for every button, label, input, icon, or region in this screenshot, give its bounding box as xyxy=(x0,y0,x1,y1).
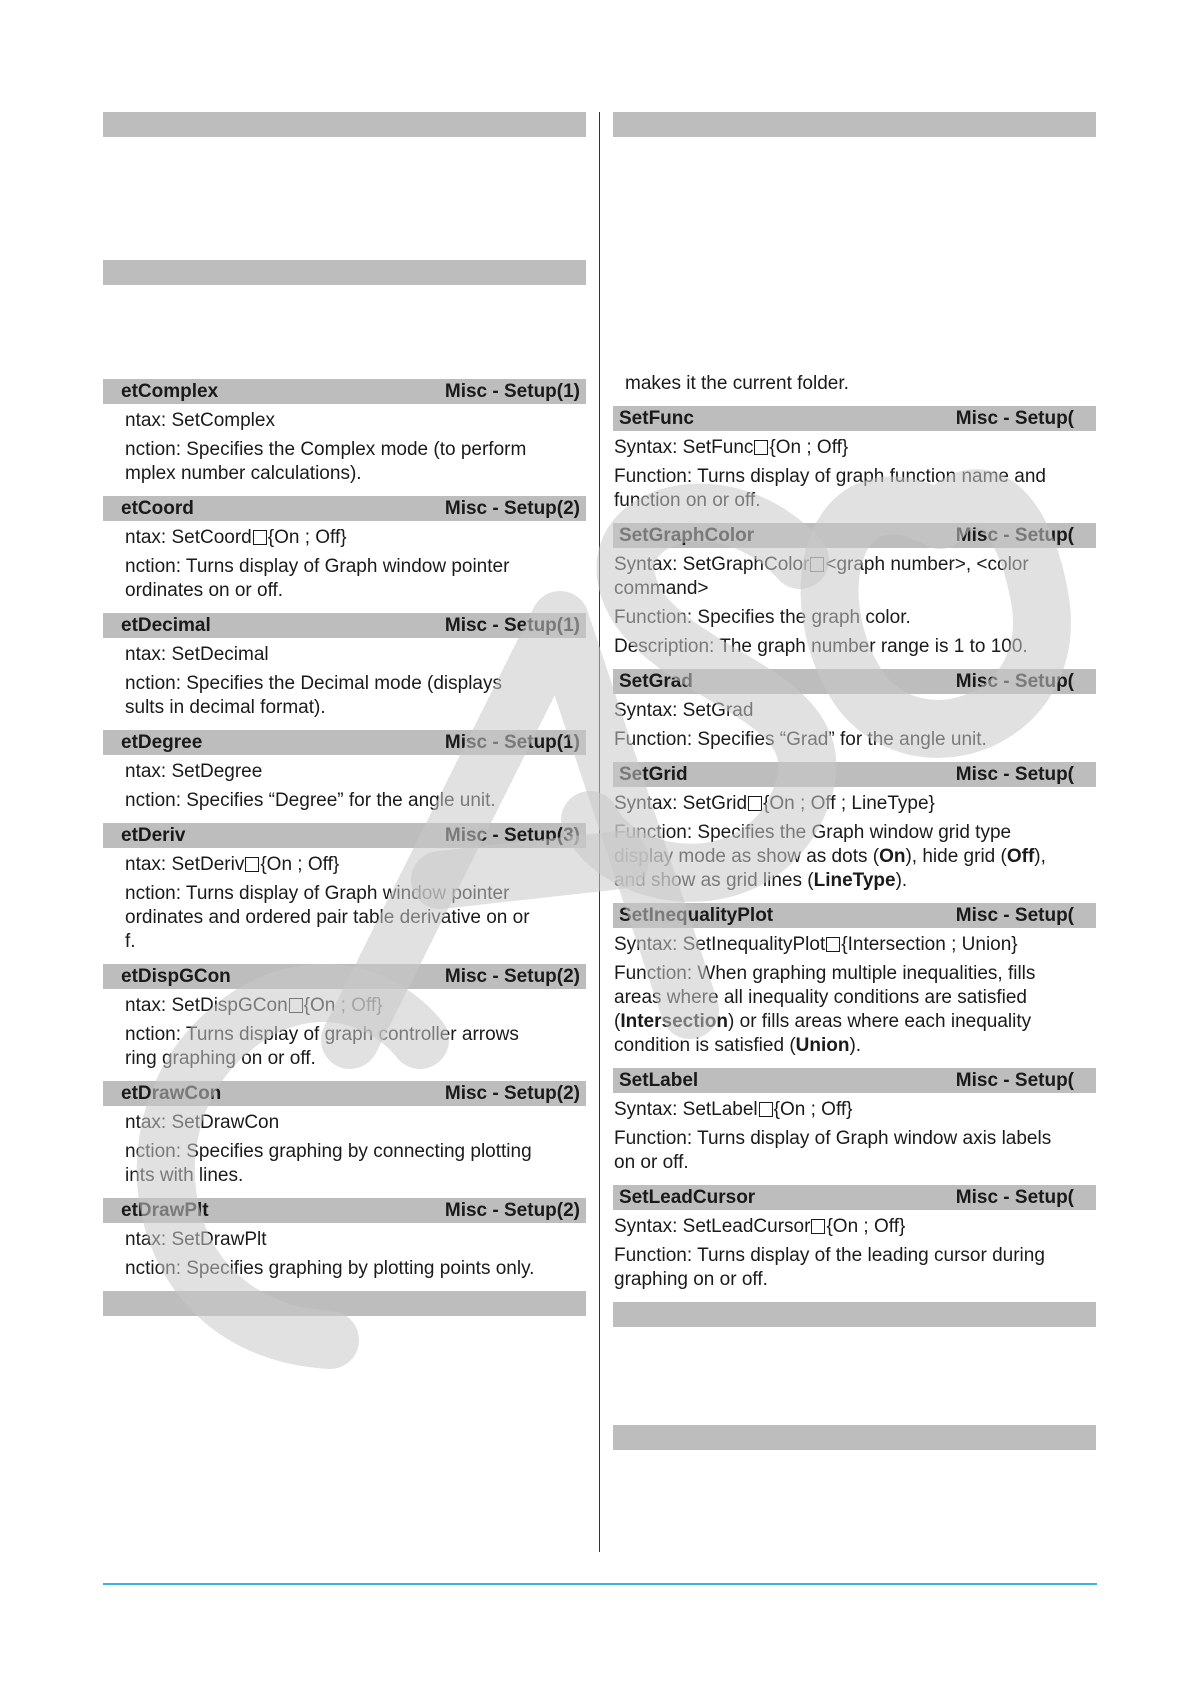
command-name: etDrawCon xyxy=(121,1083,222,1104)
command-header xyxy=(613,1068,1096,1093)
description-line xyxy=(613,1215,1096,1239)
command-entry xyxy=(613,1185,1096,1292)
text-run: ntax: SetDecimal xyxy=(125,644,269,665)
text-run: {On ; Off} xyxy=(260,854,340,875)
description-line xyxy=(613,869,1096,893)
right-column xyxy=(613,112,1096,1450)
command-category: Misc - Setup( xyxy=(955,764,1074,785)
description-line xyxy=(103,1164,586,1188)
text-run: ntax: SetCoord xyxy=(125,527,252,548)
text-run: nction: Turns display of Graph window pointer xyxy=(125,883,510,904)
description-line xyxy=(613,489,1096,513)
text-run: nction: Specifies the Complex mode (to perform xyxy=(125,439,527,460)
text-run: condition is satisfied ( xyxy=(614,1035,796,1056)
text-run: Syntax: SetInequalityPlot xyxy=(614,934,826,955)
command-header xyxy=(613,406,1096,431)
command-entry xyxy=(103,964,586,1071)
command-category: Misc - Setup( xyxy=(955,905,1074,926)
space-symbol-icon xyxy=(245,857,259,872)
command-name: etDrawPlt xyxy=(121,1200,209,1221)
command-entry xyxy=(613,406,1096,513)
text-run: nction: Turns display of graph controller arrows xyxy=(125,1024,519,1045)
command-category: Misc - Setup(2) xyxy=(444,498,580,519)
description-line xyxy=(613,606,1096,630)
command-category: Misc - Setup( xyxy=(955,525,1074,546)
description-line xyxy=(103,760,586,784)
command-name: etDegree xyxy=(121,732,203,753)
description-line xyxy=(103,696,586,720)
text-run: ordinates on or off. xyxy=(125,580,284,601)
empty-header-bar xyxy=(613,1302,1096,1327)
text-run: nction: Specifies “Degree” for the angle unit. xyxy=(125,790,496,811)
empty-header-bar xyxy=(613,1425,1096,1450)
text-run: Function: When graphing multiple inequalities, fills xyxy=(614,963,1036,984)
command-name: SetLabel xyxy=(619,1070,699,1091)
command-entry xyxy=(613,1068,1096,1175)
command-entry xyxy=(103,613,586,720)
text-run: nction: Turns display of Graph window pointer xyxy=(125,556,510,577)
text-run: nction: Specifies graphing by plotting points only. xyxy=(125,1258,535,1279)
space-symbol-icon xyxy=(810,557,824,572)
text-run: Syntax: SetLabel xyxy=(614,1099,758,1120)
command-header xyxy=(103,613,586,638)
description-line xyxy=(103,1140,586,1164)
command-name: etDispGCon xyxy=(121,966,231,987)
space-symbol-icon xyxy=(826,937,840,952)
description-line xyxy=(613,792,1096,816)
command-header xyxy=(613,1185,1096,1210)
command-name: SetLeadCursor xyxy=(619,1187,756,1208)
description-line xyxy=(613,436,1096,460)
space-symbol-icon xyxy=(748,796,762,811)
text-run: ordinates and ordered pair table derivative on or xyxy=(125,907,530,928)
command-entry xyxy=(613,903,1096,1058)
command-entry xyxy=(103,730,586,813)
description-line xyxy=(613,1098,1096,1122)
command-category: Misc - Setup( xyxy=(955,671,1074,692)
command-name: SetInequalityPlot xyxy=(619,905,774,926)
text-run: ints with lines. xyxy=(125,1165,244,1186)
description-line xyxy=(613,635,1096,659)
description-line xyxy=(613,1010,1096,1034)
description-line xyxy=(613,962,1096,986)
description-line xyxy=(103,994,586,1018)
text-run: nction: Specifies the Decimal mode (displays xyxy=(125,673,503,694)
description-line xyxy=(613,986,1096,1010)
description-line xyxy=(103,1228,586,1252)
empty-header-bar xyxy=(613,112,1096,137)
command-name: etComplex xyxy=(121,381,219,402)
text-run: <graph number>, <color xyxy=(825,554,1029,575)
bold-term: On xyxy=(879,846,906,867)
command-category: Misc - Setup( xyxy=(955,1070,1074,1091)
command-header xyxy=(103,964,586,989)
command-category: Misc - Setup(1) xyxy=(444,615,580,636)
text-run: ), xyxy=(1034,846,1046,867)
text-run: function on or off. xyxy=(614,490,761,511)
description-line xyxy=(613,845,1096,869)
description-line xyxy=(613,699,1096,723)
text-run: ). xyxy=(895,870,908,891)
command-header xyxy=(613,903,1096,928)
text-run: ntax: SetComplex xyxy=(125,410,275,431)
text-run: {On ; Off} xyxy=(303,995,383,1016)
command-header xyxy=(103,730,586,755)
command-name: SetFunc xyxy=(619,408,694,429)
command-category: Misc - Setup(3) xyxy=(444,825,580,846)
text-run: f. xyxy=(125,931,136,952)
bold-term: Off xyxy=(1006,846,1035,867)
text-run: {On ; Off} xyxy=(826,1216,906,1237)
command-category: Misc - Setup(2) xyxy=(444,1083,580,1104)
command-category: Misc - Setup(1) xyxy=(444,381,580,402)
command-header xyxy=(103,1081,586,1106)
command-entry xyxy=(103,1081,586,1188)
command-name: SetGrid xyxy=(619,764,688,785)
description-line xyxy=(613,821,1096,845)
description-line xyxy=(613,577,1096,601)
description-line xyxy=(103,462,586,486)
command-header xyxy=(103,379,586,404)
text-run: ntax: SetDrawPlt xyxy=(125,1229,267,1250)
command-entry xyxy=(613,762,1096,893)
command-header xyxy=(613,669,1096,694)
description-line xyxy=(613,465,1096,489)
command-category: Misc - Setup(2) xyxy=(444,1200,580,1221)
text-run: Function: Specifies the Graph window grid type xyxy=(614,822,1012,843)
text-run: Syntax: SetGrad xyxy=(614,700,754,721)
text-run: display mode as show as dots ( xyxy=(614,846,880,867)
text-run: ) or fills areas where each inequality xyxy=(728,1011,1032,1032)
text-run: ntax: SetDispGCon xyxy=(125,995,288,1016)
command-entry xyxy=(103,1198,586,1281)
bold-term: LineType xyxy=(813,870,896,891)
command-name: etDeriv xyxy=(121,825,186,846)
text-run: Function: Turns display of Graph window axis labels xyxy=(614,1128,1052,1149)
command-entry xyxy=(103,823,586,954)
text-run: ntax: SetDeriv xyxy=(125,854,245,875)
text-run: mplex number calculations). xyxy=(125,463,362,484)
text-run: ntax: SetDegree xyxy=(125,761,263,782)
text-run: command> xyxy=(614,578,709,599)
empty-header-bar xyxy=(103,1291,586,1316)
text-run: Function: Turns display of graph function name and xyxy=(614,466,1046,487)
text-run: Syntax: SetLeadCursor xyxy=(614,1216,811,1237)
space-symbol-icon xyxy=(253,530,267,545)
text-run: ). xyxy=(849,1035,862,1056)
text-run: on or off. xyxy=(614,1152,689,1173)
command-header xyxy=(613,523,1096,548)
text-run: Function: Specifies “Grad” for the angle unit. xyxy=(614,729,987,750)
text-run: Function: Specifies the graph color. xyxy=(614,607,911,628)
text-run: Function: Turns display of the leading cursor during xyxy=(614,1245,1045,1266)
command-category: Misc - Setup(2) xyxy=(444,966,580,987)
command-entry xyxy=(613,523,1096,659)
bold-term: Intersection xyxy=(620,1011,729,1032)
description-line xyxy=(103,579,586,603)
command-category: Misc - Setup( xyxy=(955,1187,1074,1208)
column-divider xyxy=(599,112,600,1552)
text-run: {On ; Off} xyxy=(773,1099,853,1120)
text-run: Syntax: SetGrid xyxy=(614,793,748,814)
text-run: ), hide grid ( xyxy=(905,846,1007,867)
space-symbol-icon xyxy=(811,1219,825,1234)
command-category: Misc - Setup( xyxy=(955,408,1074,429)
text-run: and show as grid lines ( xyxy=(614,870,814,891)
description-line xyxy=(103,853,586,877)
text-run: {On ; Off ; LineType} xyxy=(763,793,935,814)
description-line xyxy=(613,933,1096,957)
description-line xyxy=(103,672,586,696)
left-entries xyxy=(103,379,586,1281)
description-line xyxy=(103,643,586,667)
description-line xyxy=(103,1257,586,1281)
text-run: graphing on or off. xyxy=(614,1269,768,1290)
text-run: {Intersection ; Union} xyxy=(841,934,1018,955)
footer-rule xyxy=(103,1583,1097,1585)
description-line xyxy=(103,409,586,433)
space-symbol-icon xyxy=(289,998,303,1013)
description-line xyxy=(613,1151,1096,1175)
command-name: SetGrad xyxy=(619,671,693,692)
command-name: SetGraphColor xyxy=(619,525,755,546)
description-line xyxy=(103,1111,586,1135)
left-column xyxy=(103,112,586,1316)
description-line xyxy=(103,526,586,550)
text-run: nction: Specifies graphing by connecting plotting xyxy=(125,1141,532,1162)
space-symbol-icon xyxy=(754,440,768,455)
description-line xyxy=(613,1034,1096,1058)
description-line xyxy=(613,553,1096,577)
text-run: areas where all inequality conditions are satisfied xyxy=(614,987,1027,1008)
description-line xyxy=(613,728,1096,752)
intro-text: makes it the current folder. xyxy=(625,373,849,394)
empty-header-bar xyxy=(103,112,586,137)
text-run: ( xyxy=(614,1011,621,1032)
description-line xyxy=(613,1127,1096,1151)
command-category: Misc - Setup(1) xyxy=(444,732,580,753)
description-line xyxy=(103,1047,586,1071)
text-run: sults in decimal format). xyxy=(125,697,326,718)
command-header xyxy=(613,762,1096,787)
description-line xyxy=(103,789,586,813)
empty-header-bar xyxy=(103,260,586,285)
text-run: ntax: SetDrawCon xyxy=(125,1112,280,1133)
command-name: etDecimal xyxy=(121,615,211,636)
command-entry xyxy=(103,496,586,603)
command-entry xyxy=(103,379,586,486)
description-line xyxy=(103,906,586,930)
bold-term: Union xyxy=(795,1035,850,1056)
command-entry xyxy=(613,669,1096,752)
command-header xyxy=(103,823,586,848)
text-run: {On ; Off} xyxy=(769,437,849,458)
text-run: {On ; Off} xyxy=(267,527,347,548)
description-line xyxy=(103,882,586,906)
description-line xyxy=(103,555,586,579)
text-run: Syntax: SetFunc xyxy=(614,437,754,458)
description-line xyxy=(613,1244,1096,1268)
description-line xyxy=(103,1023,586,1047)
command-header xyxy=(103,1198,586,1223)
text-run: Syntax: SetGraphColor xyxy=(614,554,810,575)
command-header xyxy=(103,496,586,521)
text-run: ring graphing on or off. xyxy=(125,1048,316,1069)
command-name: etCoord xyxy=(121,498,194,519)
right-entries xyxy=(613,406,1096,1292)
space-symbol-icon xyxy=(759,1102,773,1117)
text-run: Description: The graph number range is 1 to 100. xyxy=(614,636,1028,657)
description-line xyxy=(613,1268,1096,1292)
description-line xyxy=(103,930,586,954)
description-line xyxy=(103,438,586,462)
